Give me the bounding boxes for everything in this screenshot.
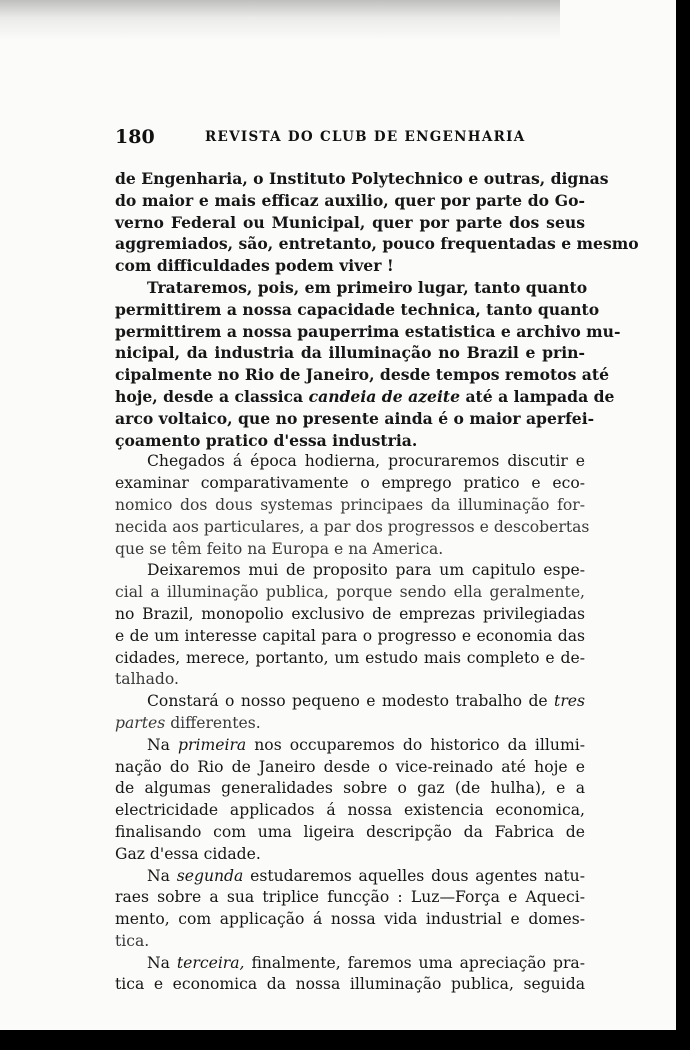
text-line: do maior e mais efficaz auxilio, quer por parte do Go- xyxy=(115,190,585,210)
text-line: raes sobre a sua triplice funcção : Luz—Força e Aqueci- xyxy=(115,888,585,907)
text-line: çoamento pratico d'essa industria. xyxy=(115,430,418,450)
paragraph-2 xyxy=(115,277,621,451)
paragraph-5 xyxy=(115,691,585,735)
text-line: nicipal, da industria da illuminação no Brazil e prin- xyxy=(115,343,585,363)
text-fragment: finalmente, faremos uma apreciação pra- xyxy=(251,953,585,972)
text-fragment: differentes. xyxy=(170,713,261,732)
text-line xyxy=(115,953,585,975)
text-line: nação do Rio de Janeiro desde o vice-reinado até hoje e xyxy=(115,757,585,776)
text-fragment: Na xyxy=(147,953,170,972)
text-line: cipalmente no Rio de Janeiro, desde tempos remotos até xyxy=(115,365,610,385)
italic-term: partes xyxy=(115,713,166,732)
text-fragment: até a lampada de xyxy=(465,386,615,406)
text-line: com difficuldades podem viver ! xyxy=(115,256,394,276)
italic-term: segunda xyxy=(176,866,244,885)
running-title: REVISTA DO CLUB DE ENGENHARIA xyxy=(205,129,526,145)
text-line xyxy=(115,866,585,888)
text-line xyxy=(115,691,585,713)
text-line: permittirem a nossa capacidade technica, tanto quanto xyxy=(115,299,600,319)
text-line: Deixaremos mui de proposito para um capitulo espe- xyxy=(147,561,585,580)
text-line: finalisando com uma ligeira descripção da Fabrica de xyxy=(115,822,585,841)
text-line: Chegados á época hodierna, procuraremos discutir e xyxy=(147,452,585,471)
italic-term: candeia de azeite xyxy=(308,386,460,406)
scan-noise xyxy=(0,0,560,40)
text-line: de Engenharia, o Instituto Polytechnico e outras, dignas xyxy=(115,169,609,188)
text-line xyxy=(115,735,585,757)
text-line: tica. xyxy=(115,931,150,950)
text-line: aggremiados, são, entretanto, pouco frequentadas e mesmo xyxy=(115,234,639,254)
page-header xyxy=(115,126,585,152)
text-line: e de um interesse capital para o progresso e economia das xyxy=(115,626,585,645)
paragraph-1 xyxy=(115,168,639,277)
text-fragment: Constará o nosso pequeno e modesto trabalho de xyxy=(147,692,548,711)
text-line: no Brazil, monopolio exclusivo de emprezas privilegiadas xyxy=(115,604,585,623)
text-line: nomico dos dous systemas principaes da illuminação for- xyxy=(115,495,585,514)
paragraph-6 xyxy=(115,735,585,866)
paragraph-3 xyxy=(115,451,590,560)
paragraph-4 xyxy=(115,560,585,691)
body-text xyxy=(115,168,639,996)
text-line: de algumas generalidades sobre o gaz (de hulha), e a xyxy=(115,779,585,798)
italic-term: primeira xyxy=(178,735,247,754)
paragraph-8 xyxy=(115,953,585,997)
paragraph-7 xyxy=(115,866,585,953)
text-line: arco voltaico, que no presente ainda é o maior aperfei- xyxy=(115,408,595,428)
text-line: talhado. xyxy=(115,670,179,689)
text-fragment: Na xyxy=(147,866,170,885)
text-fragment: estudaremos aquelles dous agentes natu- xyxy=(250,866,585,885)
text-line: Gaz d'essa cidade. xyxy=(115,844,261,863)
text-line: examinar comparativamente o emprego pratico e eco- xyxy=(115,474,585,493)
text-line: cidades, merece, portanto, um estudo mais completo e de- xyxy=(115,648,585,667)
text-line: tica e economica da nossa illuminação publica, seguida xyxy=(115,975,585,994)
text-fragment: Na xyxy=(147,735,170,754)
text-line: electricidade applicados á nossa existencia economica, xyxy=(115,801,585,820)
text-line xyxy=(115,713,585,735)
text-line: mento, com applicação á nossa vida industrial e domes- xyxy=(115,910,585,929)
text-line: Trataremos, pois, em primeiro lugar, tanto quanto xyxy=(147,277,588,297)
text-line: permittirem a nossa pauperrima estatistica e archivo mu- xyxy=(115,321,621,341)
text-line xyxy=(115,386,615,408)
page-number: 180 xyxy=(115,126,155,148)
text-line: necida aos particulares, a par dos progressos e descobertas xyxy=(115,517,590,536)
italic-term: tres xyxy=(554,692,585,711)
text-fragment: nos occuparemos do historico da illumi- xyxy=(254,735,585,754)
text-line: cial a illuminação publica, porque sendo ella geralmente, xyxy=(115,583,585,602)
text-fragment: hoje, desde a classica xyxy=(115,386,304,406)
italic-term: terceira, xyxy=(176,953,245,972)
text-line: verno Federal ou Municipal, quer por parte dos seus xyxy=(115,212,585,232)
text-line: que se têm feito na Europa e na America. xyxy=(115,539,444,558)
